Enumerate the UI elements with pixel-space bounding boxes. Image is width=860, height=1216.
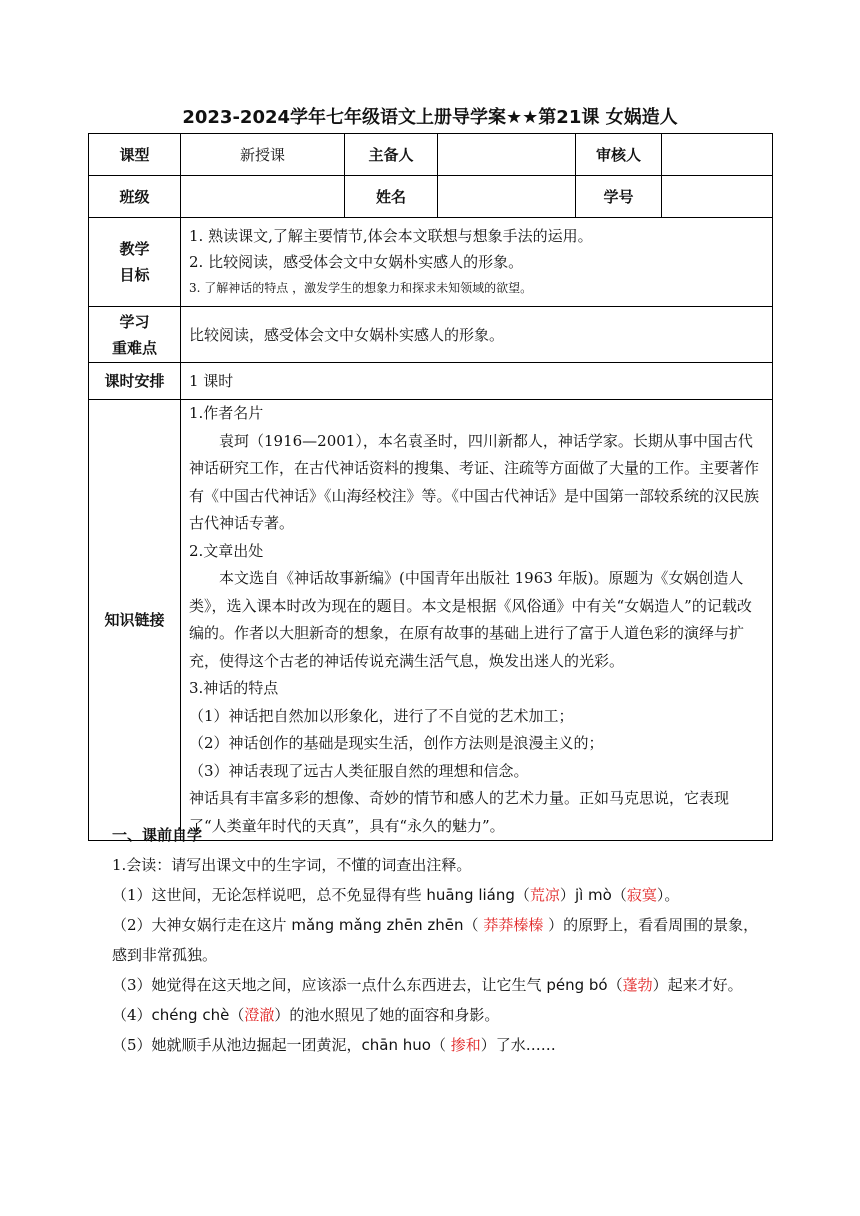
answer: 澄澈 — [244, 1006, 275, 1024]
myth-summary: 神话具有丰富多彩的想像、奇妙的情节和感人的艺术力量。正如马克思说，它表现了“人类童年时代的天真”，具有“永久的魅力”。 — [189, 789, 730, 835]
q1-title: 1.会读：请写出课文中的生字词，不懂的词查出注释。 — [112, 856, 472, 874]
answer: 寂寞 — [626, 886, 657, 904]
reviewer-label: 审核人 — [576, 134, 662, 176]
key-points-label: 学习 重难点 — [89, 307, 181, 363]
question-item: （1）这世间，无论怎样说吧，总不免显得有些 huāng liáng（荒凉）jì mò（寂寞）。 — [112, 886, 680, 904]
question-item: （4）chéng chè（澄澈）的池水照见了她的面容和身影。 — [112, 1006, 500, 1024]
goal-item: 3. 了解神话的特点 ，激发学生的想象力和探求未知领域的欲望。 — [189, 281, 533, 295]
lesson-info-table — [88, 133, 773, 841]
question-item: （3）她觉得在这天地之间，应该添一点什么东西进去，让它生气 péng bó（蓬勃）起来才好。 — [112, 976, 743, 994]
myth-feature: （3）神话表现了远古人类征服自然的理想和信念。 — [189, 761, 529, 780]
source-text: 本文选自《神话故事新编》(中国青年出版社 1963 年版)。原题为《女娲创造人类》，选入课本时改为现在的题目。本文是根据《风俗通》中有关“女娲造人”的记载改编的。作者以大胆新奇的想象，在原有故事的基础上进行了富于人道色彩的演绎与扩充，使得这个古老的神话传说充满生活气息，焕发出迷人的光彩。 — [189, 569, 752, 670]
goals-row — [89, 218, 773, 307]
knowledge-content — [181, 400, 773, 841]
pinyin: huāng liáng — [426, 886, 515, 904]
self-study-section — [112, 820, 772, 1060]
answer: 荒凉 — [529, 886, 560, 904]
info-row-2 — [89, 176, 773, 218]
pinyin: chān huo — [361, 1036, 431, 1054]
page-title: 2023-2024学年七年级语文上册导学案★★第21课 女娲造人 — [182, 107, 678, 128]
schedule-content: 1 课时 — [181, 363, 773, 400]
author-text: 袁珂（1916—2001），本名袁圣时，四川新都人，神话学家。长期从事中国古代神话研究工作，在古代神话资料的搜集、考证、注疏等方面做了大量的工作。主要著作有《中国古代神话》《山海经校注》等。《中国古代神话》是中国第一部较系统的汉民族古代神话专著。 — [189, 431, 760, 532]
author-heading: 1.作者名片 — [189, 404, 264, 422]
pinyin: péng bó — [546, 976, 608, 994]
goal-item: 2. 比较阅读，感受体会文中女娲朴实感人的形象。 — [189, 253, 524, 271]
myth-heading: 3.神话的特点 — [189, 679, 279, 697]
answer: 掺和 — [450, 1036, 481, 1054]
pinyin: mǎng mǎng zhēn zhēn — [291, 916, 464, 934]
student-id-value — [662, 176, 773, 218]
name-label: 姓名 — [345, 176, 438, 218]
schedule-row — [89, 363, 773, 400]
class-value — [181, 176, 345, 218]
source-heading: 2.文章出处 — [189, 541, 264, 560]
question-item: （2）大神女娲行走在这片 mǎng mǎng zhēn zhēn（ 莽莽榛榛 ）的原野上，看看周围的景象，感到非常孤独。 — [112, 916, 759, 964]
key-points-content: 比较阅读，感受体会文中女娲朴实感人的形象。 — [181, 307, 773, 363]
preparer-value — [438, 134, 576, 176]
myth-feature: （1）神话把自然加以形象化，进行了不自觉的艺术加工； — [189, 706, 574, 725]
lesson-type-value: 新授课 — [181, 134, 345, 176]
question-item: （5）她就顺手从池边掘起一团黄泥，chān huo（ 掺和）了水…… — [112, 1036, 556, 1054]
reviewer-value — [662, 134, 773, 176]
info-row-1 — [89, 134, 773, 176]
knowledge-row — [89, 400, 773, 841]
goals-content — [181, 218, 773, 307]
student-id-label: 学号 — [576, 176, 662, 218]
pinyin: jì mò — [574, 886, 612, 904]
lesson-type-label: 课型 — [89, 134, 181, 176]
name-value — [438, 176, 576, 218]
pinyin: chéng chè — [151, 1006, 230, 1024]
myth-feature: （2）神话创作的基础是现实生活，创作方法则是浪漫主义的； — [189, 734, 604, 752]
key-points-row — [89, 307, 773, 363]
schedule-label: 课时安排 — [89, 363, 181, 400]
preparer-label: 主备人 — [345, 134, 438, 176]
self-study-heading: 一、课前自学 — [112, 826, 203, 844]
knowledge-label: 知识链接 — [89, 400, 181, 841]
answer: 蓬勃 — [622, 976, 653, 994]
class-label: 班级 — [89, 176, 181, 218]
goals-label: 教学 目标 — [89, 218, 181, 307]
goal-item: 1. 熟读课文,了解主要情节,体会本文联想与想象手法的运用。 — [189, 227, 593, 245]
answer: 莽莽榛榛 — [483, 916, 544, 934]
